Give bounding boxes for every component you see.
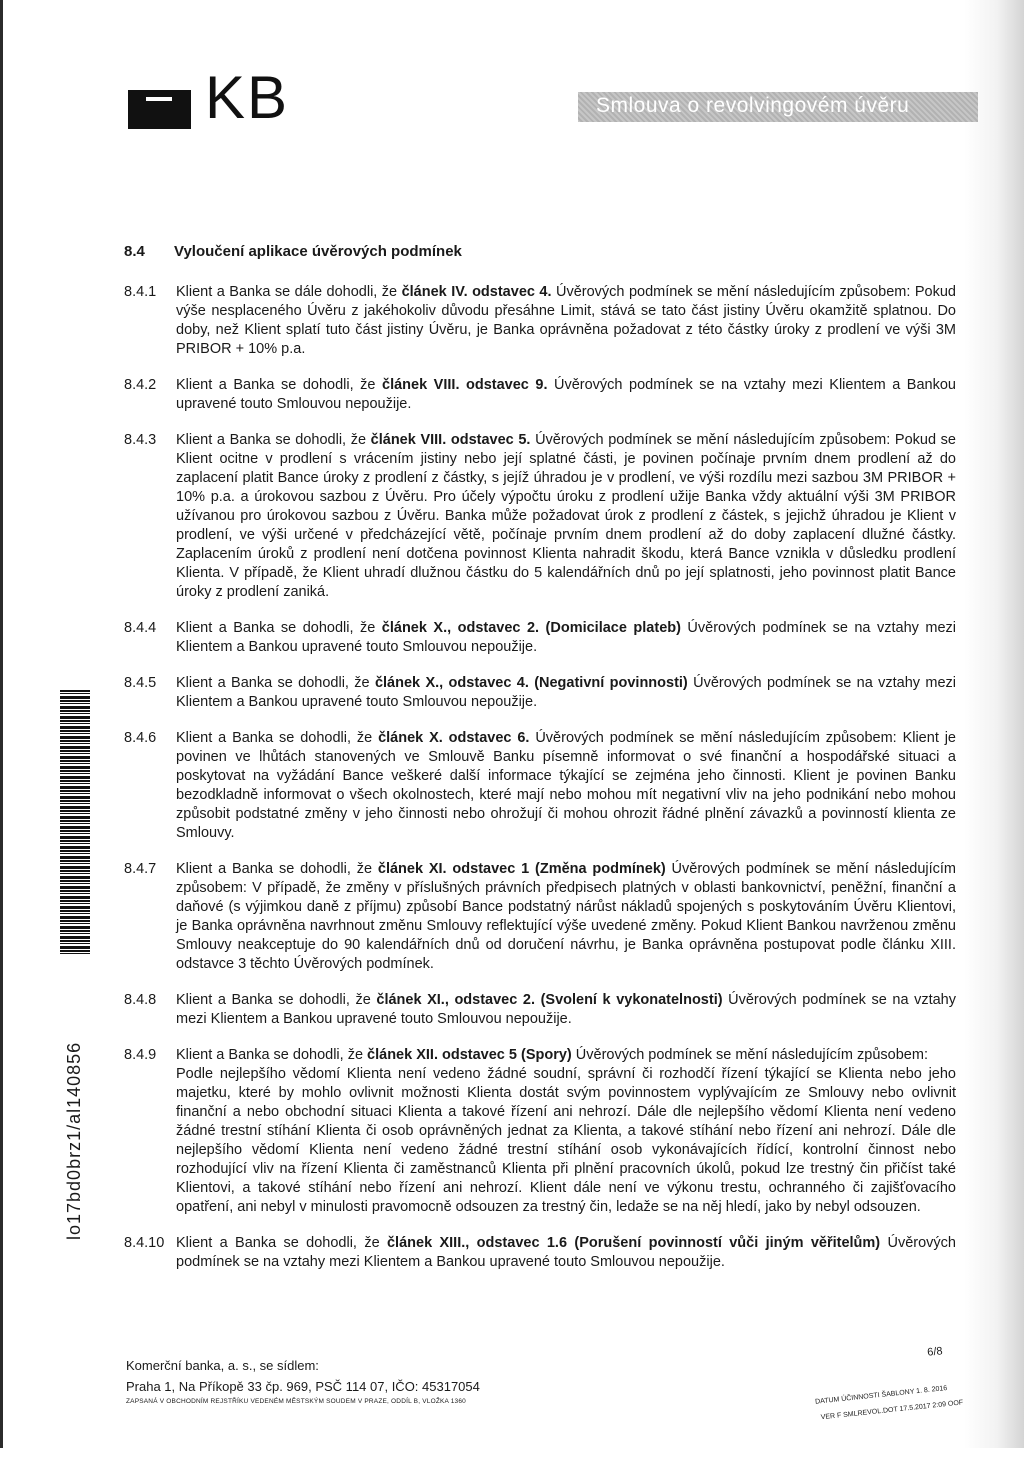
paragraph-reference: článek VIII. odstavec 5. bbox=[370, 432, 531, 448]
paragraph-number: 8.4.3 bbox=[124, 432, 157, 448]
paragraph-8-4-7 bbox=[124, 860, 956, 974]
paragraph-reference: článek XI., odstavec 2. (Svolení k vykonatelnosti) bbox=[376, 992, 723, 1008]
paragraph-reference: článek X., odstavec 4. (Negativní povinnosti) bbox=[374, 675, 688, 691]
paragraph-reference: článek X., odstavec 2. (Domicilace plateb) bbox=[381, 620, 681, 636]
paragraph-reference: článek VIII. odstavec 9. bbox=[382, 377, 548, 393]
section-number: 8.4 bbox=[124, 243, 145, 260]
paragraph-lead: Klient a Banka se dohodli, že bbox=[176, 432, 371, 448]
paragraph-reference: článek XI. odstavec 1 (Změna podmínek) bbox=[377, 861, 666, 877]
paragraph-8-4-1 bbox=[124, 283, 956, 359]
paragraph-lead: Klient a Banka se dohodli, že bbox=[176, 861, 378, 877]
paragraph-lead: Klient a Banka se dohodli, že bbox=[176, 1235, 387, 1251]
paragraph-lead: Klient a Banka se dohodli, že bbox=[176, 992, 377, 1008]
paragraph-text: Úvěrových podmínek se na vztahy mezi Klientem a Bankou upravené touto Smlouvou nepoužije. bbox=[176, 1235, 956, 1270]
paragraph-lead: Klient a Banka se dohodli, že bbox=[176, 377, 383, 393]
paragraph-number: 8.4.4 bbox=[124, 620, 157, 636]
kb-logo-mark bbox=[128, 64, 191, 129]
document-body bbox=[124, 242, 956, 1289]
paragraph-number: 8.4.8 bbox=[124, 992, 157, 1008]
paragraph-lead: Klient a Banka se dohodli, že bbox=[176, 620, 382, 636]
document-title: Smlouva o revolvingovém úvěru bbox=[596, 94, 910, 117]
paragraph-text: Úvěrových podmínek se mění následujícím způsobem: Pokud se Klient ocitne v prodlení s vrácením jistiny nebo její splatné části, je povinen počínaje prvním dnem prodlení až do zaplacení platit Bance úroky z prodlení z částky, s jejíž úhradou je v prodlení, ve výši rozdílu mezi sazbou 3M PRIBOR + 10% p.a. a úrokovou sazbou z Úvěru. Pro účely výpočtu úroku z prodlení užije Banka vždy aktuální výši 3M PRIBOR užívanou pro úrokovou sazbou z Úvěru. Banka může požadovat úrok z prodlení z částek, s jejichž úhradou je Klient v prodlení, ve výši určené v předcházející větě, počínaje prvním dnem prodlení až do doby zaplacení dlužné částky. Zaplacením úroků z prodlení není dotčena povinnost Klienta nahradit škodu, která Bance vznikla v důsledku prodlení Klienta. V případě, že Klient uhradí dlužnou částku do 5 kalendářních dnů po její splatnosti, jeho povinnost platit Bance úroky z prodlení zaniká. bbox=[176, 432, 956, 600]
paragraph-text: Úvěrových podmínek se na vztahy mezi Klientem a Bankou upravené touto Smlouvou nepoužije. bbox=[176, 992, 956, 1027]
paragraph-text: Úvěrových podmínek se na vztahy mezi Klientem a Bankou upravené touto Smlouvou nepoužije. bbox=[176, 377, 956, 412]
paragraph-8-4-2 bbox=[124, 376, 956, 414]
paragraph-number: 8.4.6 bbox=[124, 730, 157, 746]
paragraph-text: Úvěrových podmínek se mění následujícím způsobem: bbox=[571, 1047, 928, 1063]
paragraph-text: Úvěrových podmínek se na vztahy mezi Klientem a Bankou upravené touto Smlouvou nepoužije. bbox=[176, 620, 956, 655]
page-header bbox=[0, 0, 1024, 200]
paragraph-lead: Klient a Banka se dohodli, že bbox=[176, 1047, 368, 1063]
barcode bbox=[60, 690, 90, 955]
paragraph-lead: Klient a Banka se dohodli, že bbox=[176, 730, 379, 746]
paragraph-number: 8.4.2 bbox=[124, 377, 157, 393]
paragraph-lead: Klient a Banka se dále dohodli, že bbox=[176, 284, 402, 300]
footer-registry: ZAPSANÁ V OBCHODNÍM REJSTŘÍKU VEDENÉM MĚSTSKÝM SOUDEM V PRAZE, ODDÍL B, VLOŽKA 1360 bbox=[126, 1398, 466, 1405]
footer-template-info bbox=[801, 1345, 978, 1457]
paragraph-8-4-8 bbox=[124, 991, 956, 1029]
paragraph-8-4-5 bbox=[124, 674, 956, 712]
paragraph-number: 8.4.10 bbox=[124, 1235, 165, 1251]
footer-company: Komerční banka, a. s., se sídlem: bbox=[126, 1358, 319, 1373]
paragraph-extra-text: Podle nejlepšího vědomí Klienta není vedeno žádné soudní, správní či rozhodčí řízení týkající se Klienta nebo jeho majetku, které by mohlo ovlivnit možnosti Klienta dostát svým povinnostem vyplývajícím ze Smlouvy nebo ovlivnit finanční a nebo obchodní situaci Klienta a takové řízení ani nehrozí. Dále dle nejlepšího vědomí Klienta není vedeno žádné trestní stíhání Klienta či osob oprávněných jednat za Klienta, a takové stíhání nebo řízení ani nehrozí. Dále dle nejlepšího vědomí Klienta není vedeno žádné trestní stíhání osob vykonávajících řídící, kontrolní činnost nebo rozhodující vliv na řízení Klienta či zaměstnanců Klienta při plnění pracovních úkolů, pokud lze trestný čin přičíst také Klientovi, a takové stíhání nebo řízení ani nehrozí. Klient dále není ve výkonu trestu, ochranného či zajišťovacího opatření, ani nebyl v minulosti pravomocně odsouzen za trestný čin, ledaže se na něj hledí, jako by nebyl odsouzen. bbox=[176, 1066, 956, 1215]
paragraph-reference: článek XIII., odstavec 1.6 (Porušení povinností vůči jiným věřitelům) bbox=[386, 1235, 881, 1251]
paragraph-reference: článek X. odstavec 6. bbox=[378, 730, 530, 746]
paragraph-reference: článek IV. odstavec 4. bbox=[401, 284, 552, 300]
paragraph-number: 8.4.9 bbox=[124, 1047, 157, 1063]
paragraph-text: Úvěrových podmínek se mění následujícím způsobem: V případě, že změny v příslušných právních předpisech platných v oblasti bankovnictví, peněžní, finanční a daňové (s výjimkou daně z příjmu) způsobí Bance podstatný nárůst nákladů spojených s poskytováním Úvěru Klientovi, je Banka oprávněna navrhnout změnu Smlouvy reflektující výše uvedené změny. Pokud Klient Bankou navrženou změnu Smlouvy neakceptuje do 90 kalendářních dnů od doručení návrhu, je Banka oprávněna postupovat podle článku XIII. odstavce 3 těchto Úvěrových podmínek. bbox=[176, 861, 957, 972]
paragraph-lead: Klient a Banka se dohodli, že bbox=[176, 675, 375, 691]
section-heading bbox=[124, 242, 956, 261]
paragraph-8-4-4 bbox=[124, 619, 956, 657]
paragraph-text: Úvěrových podmínek se mění následujícím způsobem: Pokud výše nesplaceného Úvěru z jakéhokoliv důvodu přesáhne Limit, stává se tato část jistiny Úvěru okamžitě splatnou. Do doby, než Klient splatí tuto část jistiny Úvěru, je Banka oprávněna požadovat z této částky úroky z prodlení ve výši 3M PRIBOR + 10% p.a. bbox=[176, 284, 956, 357]
document-title-banner bbox=[578, 92, 978, 122]
template-version: VER F SMLREVOL.DOT 17.5.2017 2:09 OOF bbox=[820, 1399, 964, 1422]
paragraph-text: Úvěrových podmínek se na vztahy mezi Klientem a Bankou upravené touto Smlouvou nepoužije. bbox=[176, 675, 956, 710]
paragraph-8-4-3 bbox=[124, 431, 956, 602]
template-validity: DATUM ÚČINNOSTI ŠABLONY 1. 8. 2016 bbox=[814, 1384, 948, 1406]
paragraph-8-4-9 bbox=[124, 1046, 956, 1217]
paragraph-number: 8.4.1 bbox=[124, 284, 157, 300]
paragraph-8-4-10 bbox=[124, 1234, 956, 1272]
scan-left-border bbox=[0, 0, 3, 1448]
section-title: Vyloučení aplikace úvěrových podmínek bbox=[174, 243, 462, 260]
paragraph-8-4-6 bbox=[124, 729, 956, 843]
paragraph-number: 8.4.5 bbox=[124, 675, 157, 691]
kb-logo-text: KB bbox=[205, 64, 290, 131]
footer-address: Praha 1, Na Příkopě 33 čp. 969, PSČ 114 07, IČO: 45317054 bbox=[126, 1379, 480, 1394]
paragraph-reference: článek XII. odstavec 5 (Spory) bbox=[367, 1047, 572, 1063]
page-number: 6/8 bbox=[926, 1345, 944, 1359]
paragraph-text: Úvěrových podmínek se mění následujícím způsobem: Klient je povinen ve lhůtách stanovených ve Smlouvě Banku písemně informovat o své finanční a hospodářské situaci a poskytovat na vyžádání Bance veškeré další informace týkající se zejména jeho činnosti. Klient je povinen Banku bezodkladně informovat o všech okolnostech, které mají nebo mohou mít negativní vliv na jeho podnikání nebo mohou způsobit podstatné změny v jeho činnosti nebo ohrožují či mohou ohrozit řádné plnění závazků a povinností klienta ze Smlouvy. bbox=[176, 730, 956, 841]
scan-right-edge-shadow bbox=[964, 0, 1024, 1448]
paragraph-number: 8.4.7 bbox=[124, 861, 157, 877]
document-side-code: lo17bd0brz1/al140856 bbox=[64, 1041, 84, 1240]
